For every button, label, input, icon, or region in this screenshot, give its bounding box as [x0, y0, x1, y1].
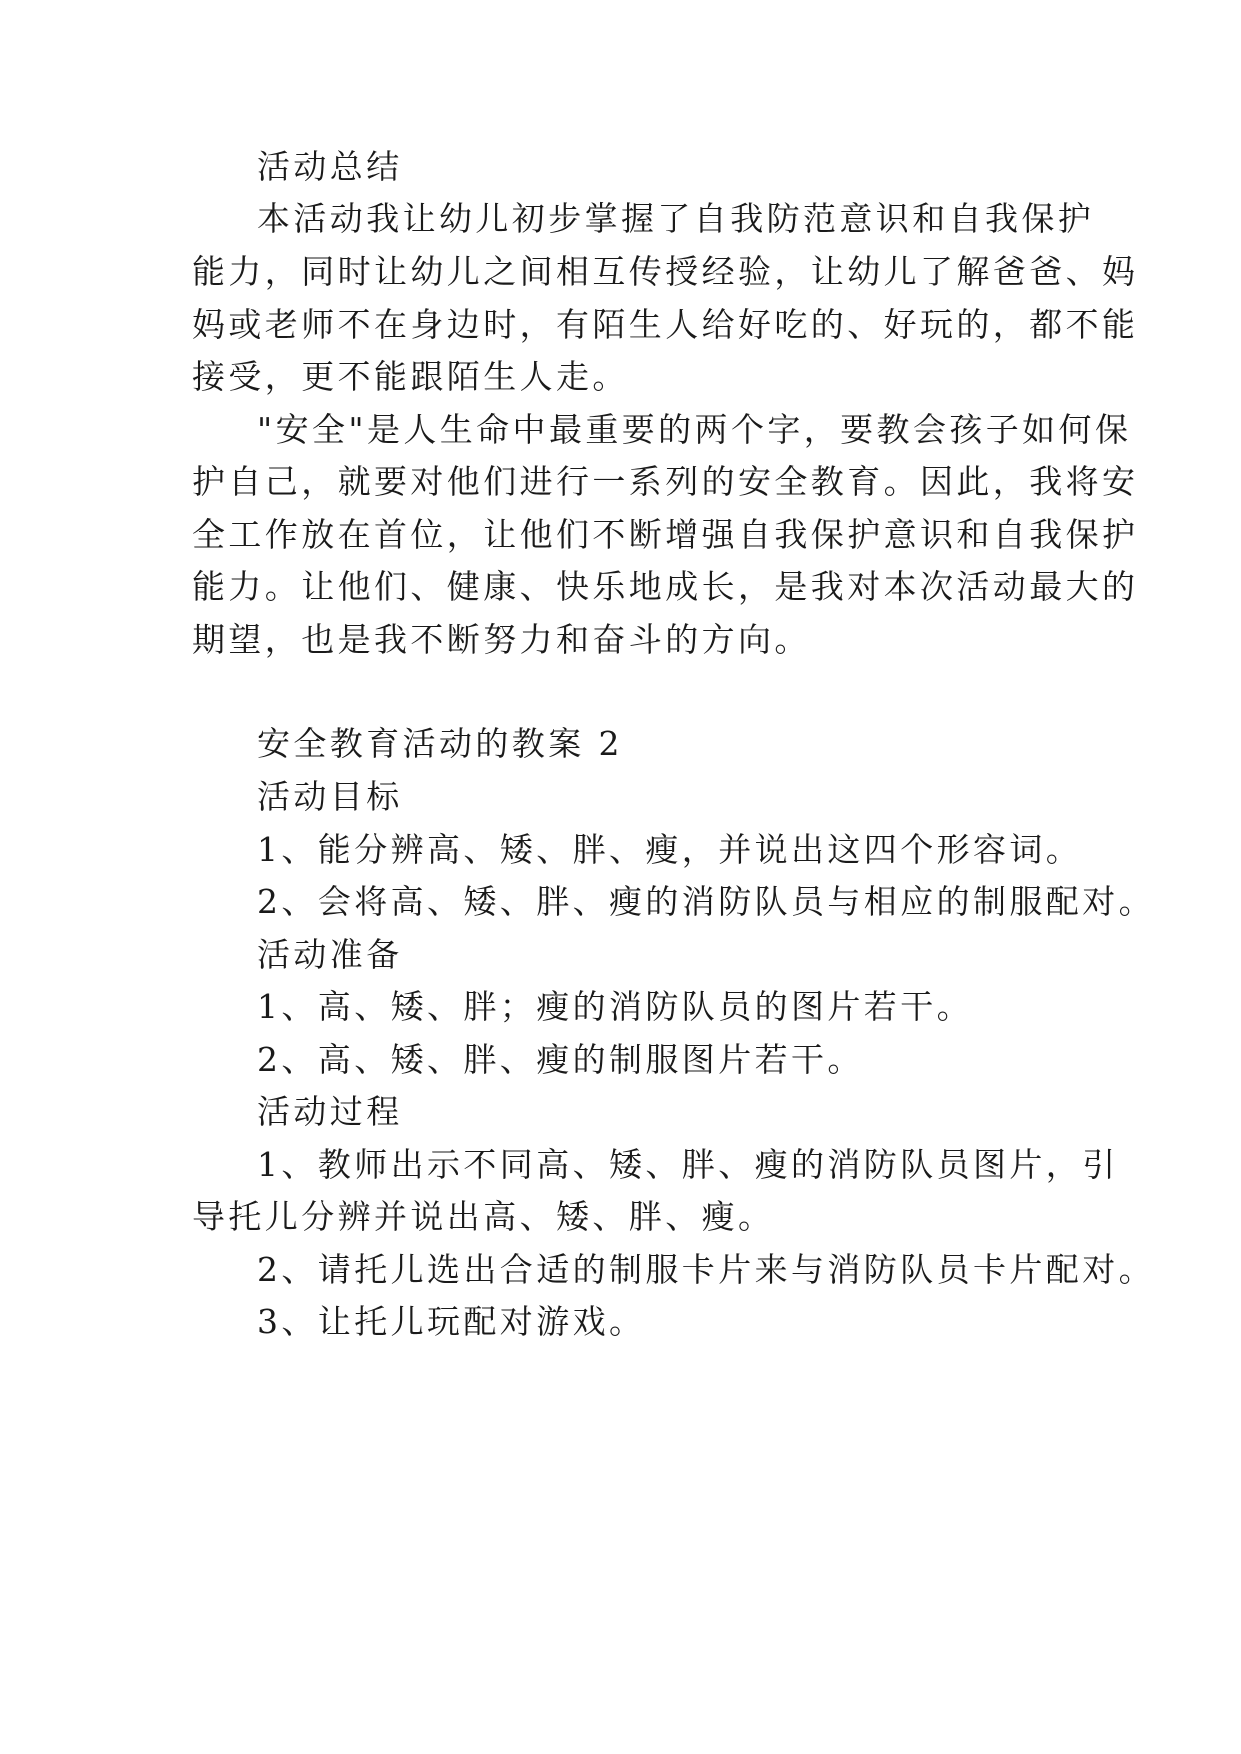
section-heading-preparation: 活动准备 [257, 935, 403, 974]
prep-item: 1、高、矮、胖；瘦的消防队员的图片若干。 [257, 987, 973, 1026]
paragraph-line: 能力，同时让幼儿之间相互传授经验，让幼儿了解爸爸、妈 [192, 252, 1139, 291]
process-step: 3、让托儿玩配对游戏。 [257, 1302, 646, 1341]
section-heading-process: 活动过程 [257, 1092, 403, 1131]
lesson-plan-title: 安全教育活动的教案 2 [257, 724, 623, 763]
process-step-continued: 导托儿分辨并说出高、矮、胖、瘦。 [192, 1197, 775, 1236]
paragraph-line: 能力。让他们、健康、快乐地成长，是我对本次活动最大的 [192, 567, 1139, 606]
process-step: 1、教师出示不同高、矮、胖、瘦的消防队员图片，引 [257, 1145, 1119, 1184]
section-heading-goals: 活动目标 [257, 777, 403, 816]
process-step: 2、请托儿选出合适的制服卡片来与消防队员卡片配对。 [257, 1250, 1155, 1289]
section-heading-activity-summary: 活动总结 [257, 147, 403, 186]
paragraph-line: 全工作放在首位，让他们不断增强自我保护意识和自我保护 [192, 515, 1139, 554]
paragraph-line: 护自己，就要对他们进行一系列的安全教育。因此，我将安 [192, 462, 1139, 501]
goal-item: 1、能分辨高、矮、胖、瘦，并说出这四个形容词。 [257, 830, 1083, 869]
paragraph-line: "安全"是人生命中最重要的两个字，要教会孩子如何保 [257, 410, 1132, 449]
prep-item: 2、高、矮、胖、瘦的制服图片若干。 [257, 1040, 864, 1079]
paragraph-line: 接受，更不能跟陌生人走。 [192, 357, 629, 396]
paragraph-line: 期望，也是我不断努力和奋斗的方向。 [192, 620, 811, 659]
paragraph-line: 本活动我让幼儿初步掌握了自我防范意识和自我保护 [257, 199, 1095, 238]
paragraph-line: 妈或老师不在身边时，有陌生人给好吃的、好玩的，都不能 [192, 305, 1139, 344]
goal-item: 2、会将高、矮、胖、瘦的消防队员与相应的制服配对。 [257, 882, 1155, 921]
